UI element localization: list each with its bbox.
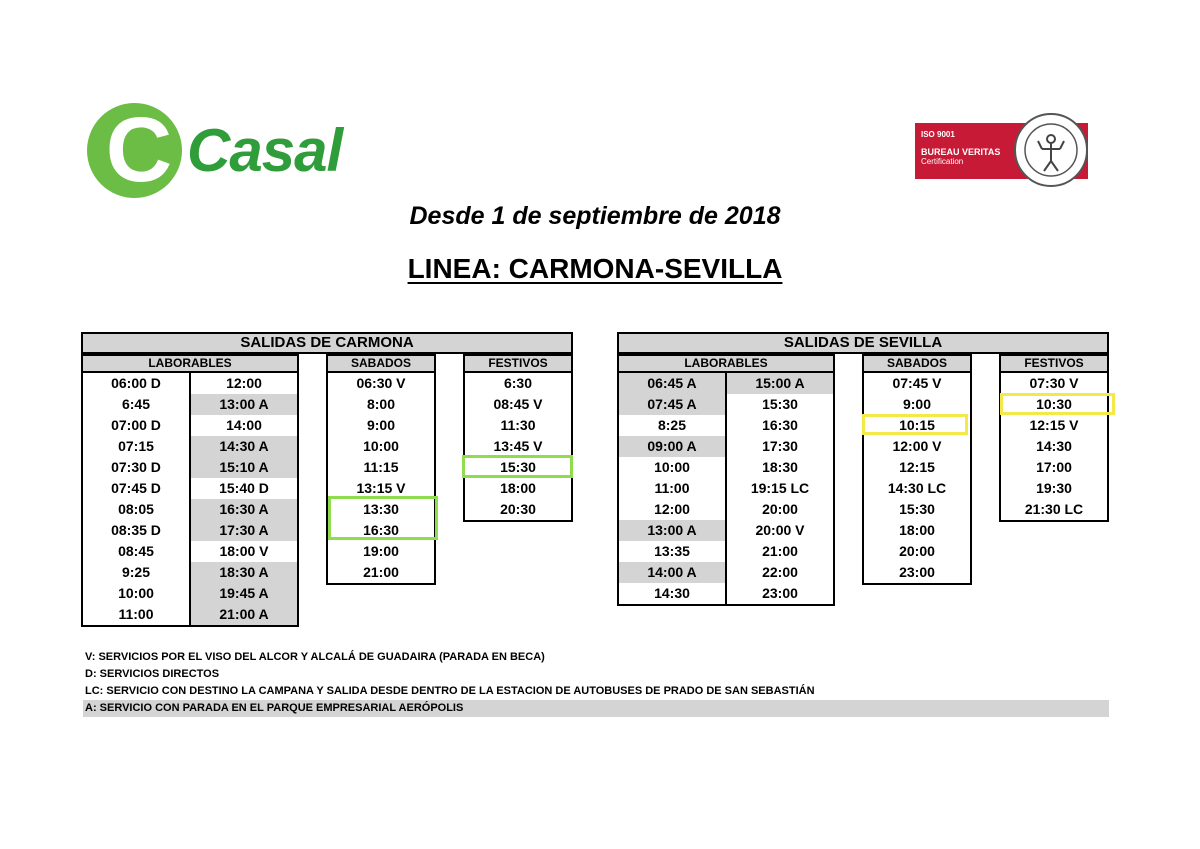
time-cell: 11:00 xyxy=(118,606,154,622)
highlight-carmona-sabados xyxy=(328,496,438,540)
time-cell: 14:30 xyxy=(1036,438,1072,454)
time-cell: 23:00 xyxy=(762,585,798,601)
carmona-sabados-header: SABADOS xyxy=(326,354,436,373)
time-cell: 9:25 xyxy=(121,564,151,580)
time-cell: 20:30 xyxy=(500,501,536,517)
time-cell: 20:00 V xyxy=(755,522,805,538)
sevilla-sabados-col xyxy=(862,371,972,585)
time-cell: 13:45 V xyxy=(493,438,543,454)
time-cell: 14:00 xyxy=(226,417,262,433)
time-cell: 08:05 xyxy=(118,501,154,517)
time-cell: 07:15 xyxy=(118,438,154,454)
time-cell: 18:00 xyxy=(899,522,935,538)
time-cell: 9:00 xyxy=(366,417,396,433)
carmona-laborables-header: LABORABLES xyxy=(81,354,299,373)
time-cell: 07:00 D xyxy=(111,417,161,433)
time-cell: 12:00 V xyxy=(892,438,942,454)
time-cell: 06:00 D xyxy=(111,375,161,391)
time-cell: 19:00 xyxy=(363,543,399,559)
time-cell: 10:00 xyxy=(118,585,154,601)
note-a: A: SERVICIO CON PARADA EN EL PARQUE EMPRESARIAL AERÓPOLIS xyxy=(83,700,1109,717)
time-cell: 16:30 A xyxy=(191,499,297,520)
time-cell: 08:45 V xyxy=(493,396,543,412)
time-cell: 14:00 A xyxy=(619,562,725,583)
time-cell: 15:30 xyxy=(500,459,536,475)
time-cell: 12:00 xyxy=(654,501,690,517)
time-cell: 18:00 V xyxy=(219,543,269,559)
time-cell: 15:40 D xyxy=(219,480,269,496)
time-cell: 18:30 xyxy=(762,459,798,475)
time-cell: 17:30 A xyxy=(191,520,297,541)
time-cell: 12:00 xyxy=(226,375,262,391)
carmona-laborables-col1 xyxy=(81,371,191,627)
time-cell: 8:25 xyxy=(657,417,687,433)
time-cell: 13:30 xyxy=(363,501,399,517)
time-cell: 18:00 xyxy=(500,480,536,496)
note-lc: LC: SERVICIO CON DESTINO LA CAMPANA Y SALIDA DESDE DENTRO DE LA ESTACION DE AUTOBUSES DE PRADO DE SAN SEBASTIÁN xyxy=(85,685,815,697)
sevilla-heading: SALIDAS DE SEVILLA xyxy=(617,332,1109,354)
time-cell: 18:30 A xyxy=(191,562,297,583)
carmona-heading: SALIDAS DE CARMONA xyxy=(81,332,573,354)
time-cell: 14:30 A xyxy=(191,436,297,457)
sevilla-festivos-header: FESTIVOS xyxy=(999,354,1109,373)
legend-notes xyxy=(83,649,1109,717)
time-cell: 08:35 D xyxy=(111,522,161,538)
time-cell: 07:30 D xyxy=(111,459,161,475)
time-cell: 07:45 A xyxy=(619,394,725,415)
time-cell: 22:00 xyxy=(762,564,798,580)
carmona-festivos-header: FESTIVOS xyxy=(463,354,573,373)
time-cell: 17:30 xyxy=(762,438,798,454)
time-cell: 10:00 xyxy=(363,438,399,454)
time-cell: 09:00 A xyxy=(619,436,725,457)
time-cell: 19:30 xyxy=(1036,480,1072,496)
note-v: V: SERVICIOS POR EL VISO DEL ALCOR Y ALCALÁ DE GUADAIRA (PARADA EN BECA) xyxy=(85,651,545,663)
page-title xyxy=(0,253,1190,285)
time-cell: 15:30 xyxy=(899,501,935,517)
time-cell: 11:00 xyxy=(654,480,690,496)
time-cell: 10:00 xyxy=(654,459,690,475)
sevilla-sabados-header: SABADOS xyxy=(862,354,972,373)
highlight-carmona-festivos xyxy=(462,455,573,478)
time-cell: 19:45 A xyxy=(191,583,297,604)
note-d: D: SERVICIOS DIRECTOS xyxy=(85,668,220,680)
cert-bureau-label: BUREAU VERITAS xyxy=(921,147,1001,157)
time-cell: 13:00 A xyxy=(619,520,725,541)
time-cell: 07:45 V xyxy=(892,375,942,391)
time-cell: 13:00 A xyxy=(191,394,297,415)
time-cell: 20:00 xyxy=(899,543,935,559)
time-cell: 20:00 xyxy=(762,501,798,517)
line-title: LINEA: CARMONA-SEVILLA xyxy=(407,253,783,284)
cert-certification-label: Certification xyxy=(921,157,964,166)
time-cell: 06:45 A xyxy=(619,373,725,394)
time-cell: 14:30 LC xyxy=(887,480,947,496)
time-cell: 11:30 xyxy=(500,417,536,433)
time-cell: 21:30 LC xyxy=(1024,501,1084,517)
validity-date: Desde 1 de septiembre de 2018 xyxy=(409,202,781,230)
highlight-sevilla-sabados xyxy=(862,414,968,435)
time-cell: 08:45 xyxy=(118,543,154,559)
time-cell: 15:30 xyxy=(762,396,798,412)
carmona-festivos-col xyxy=(463,371,573,522)
time-cell: 06:30 V xyxy=(356,375,406,391)
carmona-laborables-col2 xyxy=(189,371,299,627)
time-cell: 23:00 xyxy=(899,564,935,580)
time-cell: 13:15 V xyxy=(356,480,406,496)
cert-iso-label: ISO 9001 xyxy=(921,130,955,139)
logo-letter: C xyxy=(105,99,169,201)
time-cell: 07:45 D xyxy=(111,480,161,496)
iso-certification-badge xyxy=(915,123,1088,179)
time-cell: 16:30 xyxy=(762,417,798,433)
sevilla-laborables-col1 xyxy=(617,371,727,606)
time-cell: 9:00 xyxy=(902,396,932,412)
time-cell: 21:00 xyxy=(762,543,798,559)
time-cell: 17:00 xyxy=(1036,459,1072,475)
time-cell: 13:35 xyxy=(654,543,690,559)
time-cell: 14:30 xyxy=(654,585,690,601)
time-cell: 15:10 A xyxy=(191,457,297,478)
bureau-veritas-seal-icon xyxy=(1012,111,1090,189)
time-cell: 12:15 xyxy=(899,459,935,475)
time-cell: 07:30 V xyxy=(1029,375,1079,391)
time-cell: 11:15 xyxy=(363,459,399,475)
time-cell: 16:30 xyxy=(363,522,399,538)
time-cell: 21:00 A xyxy=(191,604,297,625)
time-cell: 21:00 xyxy=(363,564,399,580)
sevilla-laborables-col2 xyxy=(725,371,835,606)
logo-wordmark: Casal xyxy=(187,117,343,184)
highlight-sevilla-festivos xyxy=(1000,393,1115,415)
sevilla-laborables-header: LABORABLES xyxy=(617,354,835,373)
carmona-sabados-col xyxy=(326,371,436,585)
time-cell: 10:15 xyxy=(899,417,935,433)
time-cell: 19:15 LC xyxy=(750,480,810,496)
time-cell: 10:30 xyxy=(1036,396,1072,412)
time-cell: 6:45 xyxy=(121,396,151,412)
time-cell: 12:15 V xyxy=(1029,417,1079,433)
time-cell: 8:00 xyxy=(366,396,396,412)
time-cell: 6:30 xyxy=(503,375,533,391)
time-cell: 15:00 A xyxy=(727,373,833,394)
casal-logo xyxy=(87,99,362,201)
casal-logo-mark xyxy=(87,99,182,201)
